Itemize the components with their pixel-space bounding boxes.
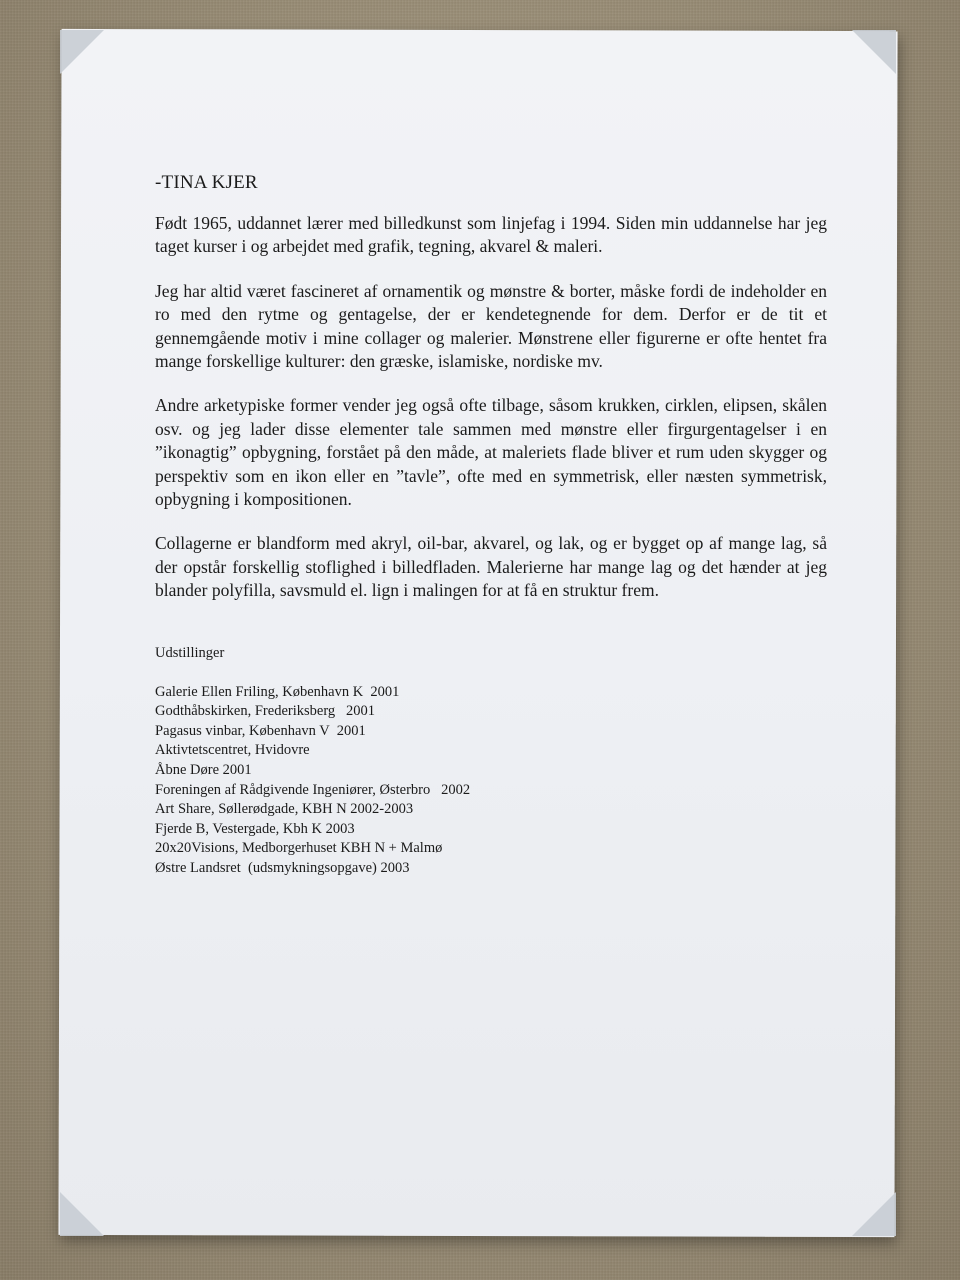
exhibitions-list bbox=[155, 683, 827, 879]
exhibition-item: Åbne Døre 2001 bbox=[155, 762, 252, 779]
author-name: -TINA KJER bbox=[155, 172, 258, 193]
exhibition-item: Pagasus vinbar, København V 2001 bbox=[155, 722, 366, 739]
document-content bbox=[155, 172, 827, 879]
exhibition-item: Aktivtetscentret, Hvidovre bbox=[155, 742, 310, 759]
exhibition-item: Art Share, Søllerødgade, KBH N 2002-2003 bbox=[155, 801, 414, 818]
exhibition-item: Østre Landsret (udsmykningsopgave) 2003 bbox=[155, 860, 410, 877]
exhibition-item: Godthåbskirken, Frederiksberg 2001 bbox=[155, 703, 376, 720]
exhibition-item: Foreningen af Rådgivende Ingeniører, Østerbro 2002 bbox=[155, 781, 471, 798]
paragraph-archetypes: Andre arketypiske former vender jeg også ofte tilbage, såsom krukken, cirklen, elipsen, skålen osv. og jeg lader disse elementer tale sammen med mønstre eller firgurgentagelser i en ”ikonagtig” opbygning, forstået på den måde, at maleriets flade bliver et rum uden skygger og perspektiv som en ikon eller en ”tavle”, ofte med en symmetrisk, eller næsten symmetrisk, opbygning i kompositionen. bbox=[155, 395, 827, 510]
exhibition-item: Fjerde B, Vestergade, Kbh K 2003 bbox=[155, 820, 355, 837]
paragraph-ornaments: Jeg har altid været fascineret af ornamentik og mønstre & borter, måske fordi de indeholder en ro med den rytme og gentagelse, der er kendetegnende for dem. Derfor er de tit et gennemgående motiv i mine collager og malerier. Mønstrene eller figurerne er ofte hentet fra mange forskellige kulturer: den græske, islamiske, nordiske mv. bbox=[155, 280, 827, 372]
photo-corner-bottom-right bbox=[852, 1192, 896, 1236]
exhibitions-heading: Udstillinger bbox=[155, 644, 225, 661]
exhibition-item: Galerie Ellen Friling, København K 2001 bbox=[155, 683, 400, 700]
photo-corner-top-right bbox=[852, 30, 896, 74]
paragraph-biography: Født 1965, uddannet lærer med billedkunst som linjefag i 1994. Siden min uddannelse har jeg taget kurser i og arbejdet med grafik, tegning, akvarel & maleri. bbox=[155, 213, 827, 257]
paragraph-collages: Collagerne er blandform med akryl, oil-bar, akvarel, og lak, og er bygget op af mange lag, så der opstår forskellig stoflighed i billedfladen. Malerierne har mange lag og det hænder at jeg blander polyfilla, savsmuld el. lign i malingen for at få en struktur frem. bbox=[155, 533, 827, 601]
photo-corner-bottom-left bbox=[60, 1192, 104, 1236]
exhibition-item: 20x20Visions, Medborgerhuset KBH N + Malmø bbox=[155, 840, 443, 857]
photo-corner-top-left bbox=[60, 30, 104, 74]
